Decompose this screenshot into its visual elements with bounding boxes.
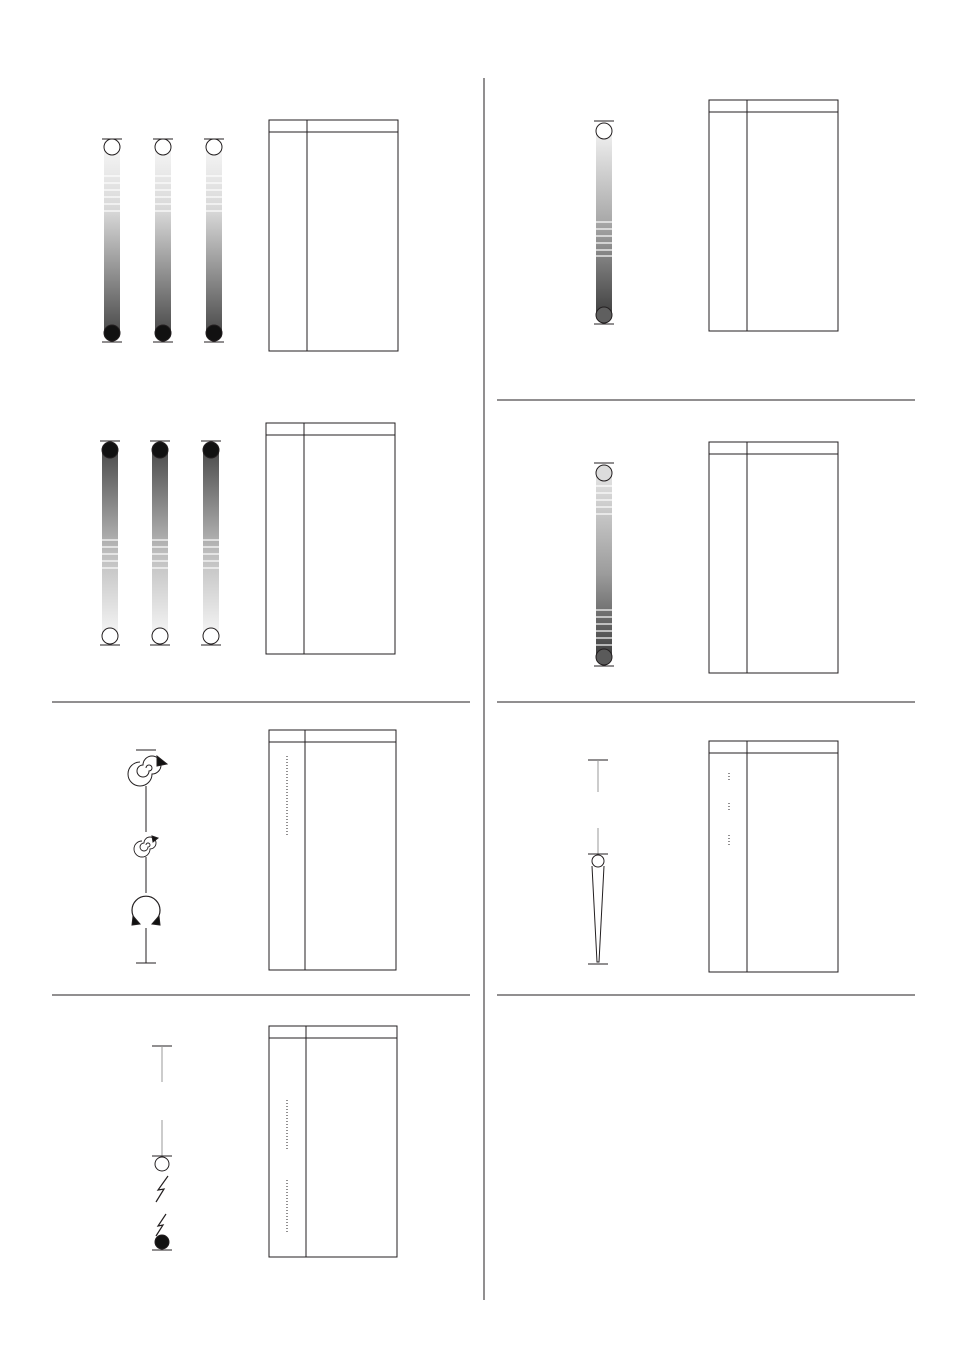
spiral-icon bbox=[128, 756, 167, 786]
bar-3 bbox=[204, 139, 224, 342]
filled-circle bbox=[102, 442, 118, 458]
taper-icon bbox=[592, 866, 604, 962]
table-4 bbox=[269, 1026, 397, 1257]
bar-1 bbox=[100, 441, 120, 645]
panel-1-gradient-bars bbox=[102, 120, 398, 351]
lightning-icon bbox=[156, 1176, 168, 1202]
table-6 bbox=[709, 442, 838, 673]
open-circle bbox=[155, 1157, 169, 1171]
table-7 bbox=[709, 741, 838, 972]
table-3 bbox=[269, 730, 396, 970]
table-2 bbox=[266, 423, 395, 654]
open-circle bbox=[596, 123, 612, 139]
bar-2 bbox=[150, 441, 170, 645]
open-circle bbox=[206, 139, 222, 155]
open-circle bbox=[592, 855, 604, 867]
filled-circle bbox=[203, 442, 219, 458]
bar-2 bbox=[153, 139, 173, 342]
panel-6-single-banded-bar bbox=[594, 442, 838, 673]
panel-3-spiral-symbols bbox=[128, 730, 396, 970]
panel-7-tapered-symbol bbox=[588, 741, 838, 972]
panel-4-lightning-sequence bbox=[152, 1026, 397, 1257]
circular-arrows-icon bbox=[132, 896, 160, 925]
bar-3 bbox=[201, 441, 221, 645]
open-circle bbox=[203, 628, 219, 644]
filled-circle bbox=[596, 649, 612, 665]
light-circle bbox=[596, 465, 612, 481]
table-1 bbox=[269, 120, 398, 351]
filled-circle bbox=[155, 1235, 169, 1249]
lightning-icon bbox=[156, 1214, 166, 1236]
table-5 bbox=[709, 100, 838, 331]
panel-5-single-bar bbox=[594, 100, 838, 331]
filled-circle bbox=[152, 442, 168, 458]
bar-1 bbox=[102, 139, 122, 342]
open-circle bbox=[155, 139, 171, 155]
open-circle bbox=[102, 628, 118, 644]
layout-dividers bbox=[52, 78, 915, 1300]
small-spiral-icon bbox=[134, 836, 158, 857]
open-circle bbox=[104, 139, 120, 155]
panel-2-gradient-bars bbox=[100, 423, 395, 654]
filled-circle bbox=[206, 325, 222, 341]
filled-circle bbox=[155, 325, 171, 341]
filled-circle bbox=[104, 325, 120, 341]
filled-circle bbox=[596, 307, 612, 323]
open-circle bbox=[152, 628, 168, 644]
